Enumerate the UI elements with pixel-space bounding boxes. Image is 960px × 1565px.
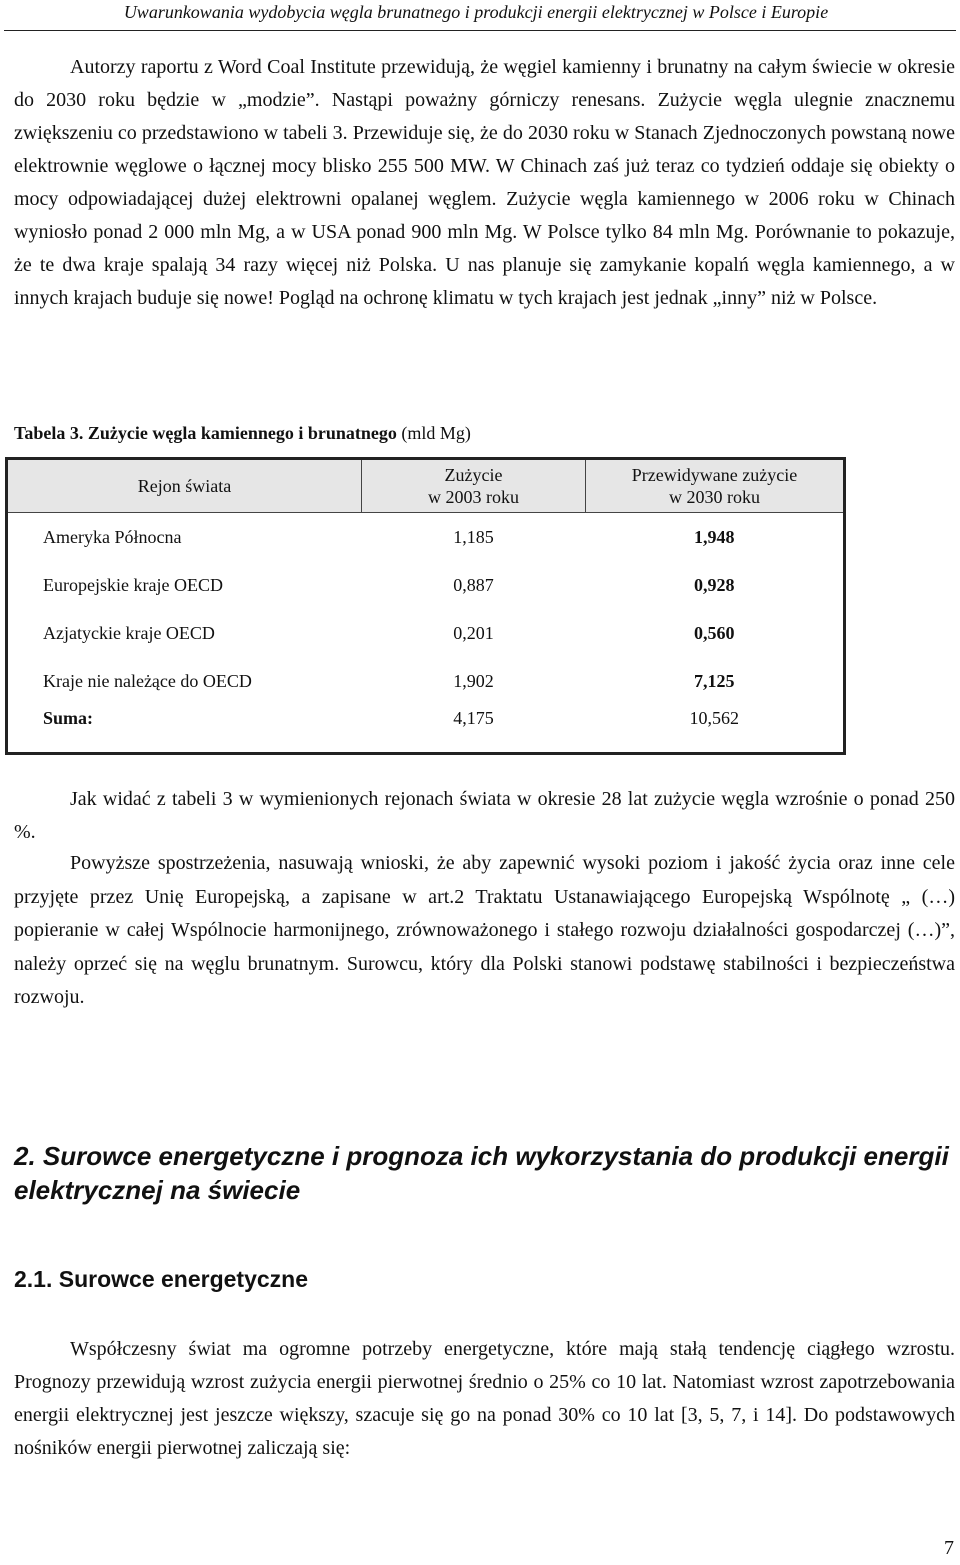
cell-forecast-2030: 7,125 — [694, 670, 735, 691]
table-row — [7, 561, 845, 609]
cell-forecast-2030: 0,928 — [694, 574, 735, 595]
cell-region: Europejskie kraje OECD — [43, 574, 223, 595]
section-heading-2-1: 2.1. Surowce energetyczne — [14, 1266, 309, 1292]
cell-forecast-2030: 1,948 — [694, 526, 735, 547]
table-row — [7, 609, 845, 657]
table-caption-unit: (mld Mg) — [401, 423, 471, 443]
running-header: Uwarunkowania wydobycia węgla brunatnego i produkcji energii elektrycznej w Polsce i Europie — [123, 2, 829, 22]
table-sum-row — [7, 705, 845, 754]
table-row — [7, 513, 845, 562]
coal-usage-table — [5, 457, 846, 755]
header-region-label: Rejon świata — [137, 476, 232, 496]
sum-label: Suma: — [43, 708, 94, 728]
cell-usage-2003: 0,201 — [453, 622, 494, 643]
sum-forecast-2030: 10,562 — [689, 708, 739, 728]
table-caption — [14, 421, 471, 445]
header-usage-2003-line2: w 2003 roku — [428, 487, 519, 507]
header-forecast-2030 — [586, 459, 845, 513]
table-caption-label: Tabela 3. — [14, 423, 84, 443]
cell-usage-2003: 1,185 — [453, 526, 494, 547]
section-heading-2: 2. Surowce energetyczne i prognoza ich wykorzystania do produkcji energii elektrycznej na świecie — [14, 1141, 949, 1205]
header-rule — [4, 30, 956, 31]
cell-usage-2003: 1,902 — [453, 670, 494, 691]
header-usage-2003 — [362, 459, 586, 513]
header-usage-2003-line1: Zużycie — [444, 465, 503, 485]
after-table-paragraph-2: Powyższe spostrzeżenia, nasuwają wnioski, że aby zapewnić wysoki poziom i jakość życia oraz inne cele przyjęte przez Unię Europejską, a zapisane w art.2 Traktatu Ustanawiającego Europejską Wspólnotę „ (…) popieranie w całej Wspólnocie harmonijnego, zrównoważonego i stałego rozwoju działalności gospodarczej (…)”, należy oprzeć się na węglu brunatnym. Surowcu, który dla Polski stanowi podstawę stabilności i bezpieczeństwa rozwoju. — [14, 852, 955, 1009]
sum-usage-2003: 4,175 — [453, 708, 494, 728]
after-table-paragraph-1: Jak widać z tabeli 3 w wymienionych rejonach świata w okresie 28 lat zużycie węgla wzrośnie o ponad 250 %. — [14, 788, 955, 843]
header-region — [7, 459, 362, 513]
cell-region: Azjatyckie kraje OECD — [43, 622, 215, 643]
table-row — [7, 657, 845, 705]
cell-region: Kraje nie należące do OECD — [43, 670, 252, 691]
cell-region: Ameryka Północna — [43, 526, 182, 547]
header-forecast-2030-line2: w 2030 roku — [669, 487, 760, 507]
section-2-1-paragraph: Współczesny świat ma ogromne potrzeby energetyczne, które mają stałą tendencję ciągłego wzrostu. Prognozy przewidują wzrost zużycia energii pierwotnej średnio o 25% co 10 lat. Natomiast wzrost zapotrzebowania energii elektrycznej jest jeszcze większy, szacuje się go na ponad 30% co 10 lat [3, 5, 7, i 14]. Do podstawowych nośników energii pierwotnej zaliczają się: — [14, 1338, 955, 1459]
page-number: 7 — [944, 1537, 954, 1559]
table-caption-text: Zużycie węgla kamiennego i brunatnego — [87, 423, 397, 443]
intro-paragraph: Autorzy raportu z Word Coal Institute przewidują, że węgiel kamienny i brunatny na całym świecie w okresie do 2030 roku będzie w „modzie”. Nastąpi poważny górniczy renesans. Zużycie węgla ulegnie znacznemu zwiększeniu co przedstawiono w tabeli 3. Przewiduje się, że do 2030 roku w Stanach Zjednoczonych powstaną nowe elektrownie węglowe o łącznej mocy blisko 255 500 MW. W Chinach zaś już teraz co tydzień oddaje się obiekty o mocy odpowiadającej dużej elektrowni opalanej węglem. Zużycie węgla kamiennego w 2006 roku w Chinach wyniosło ponad 2 000 mln Mg, a w USA ponad 900 mln Mg. W Polsce tylko 84 mln Mg. Porównanie to pokazuje, że te dwa kraje spalają 34 razy więcej niż Polska. U nas planuje się zamykanie kopalń węgla kamiennego, a w innych krajach buduje się nowe! Pogląd na ochronę klimatu w tych krajach jest jednak „inny” niż w Polsce. — [14, 56, 955, 309]
table-header-row — [7, 459, 845, 513]
cell-forecast-2030: 0,560 — [694, 622, 735, 643]
cell-usage-2003: 0,887 — [453, 574, 494, 595]
header-forecast-2030-line1: Przewidywane zużycie — [631, 465, 798, 485]
